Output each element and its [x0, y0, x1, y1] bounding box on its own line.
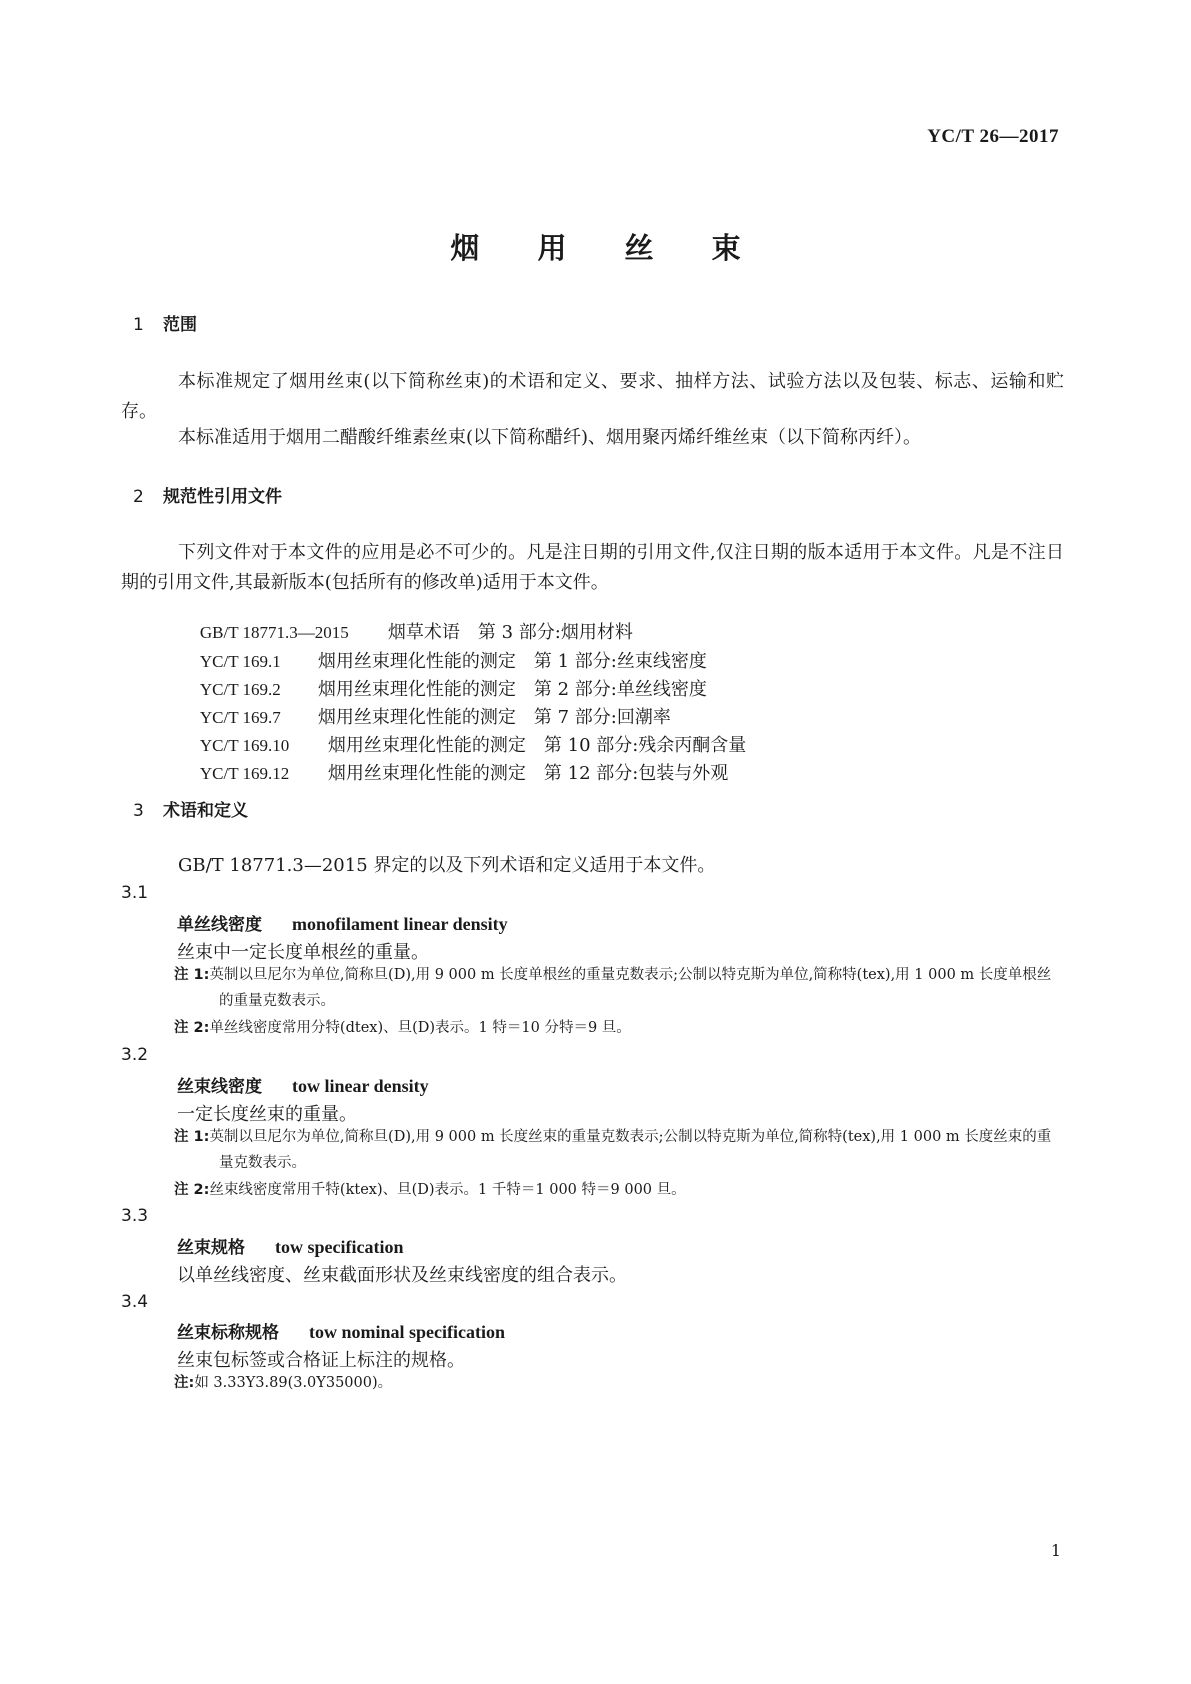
- term-english: tow linear density: [292, 1076, 429, 1096]
- reference-code: YC/T 169.12: [199, 764, 290, 783]
- term-entry: [177, 1072, 429, 1097]
- reference-title: 烟草术语 第 3 部分:烟用材料: [387, 622, 633, 643]
- note-label: 注 2:: [174, 1020, 210, 1036]
- paragraph: 本标准规定了烟用丝束(以下简称丝束)的术语和定义、要求、抽样方法、试验方法以及包装、标志、运输和贮存。: [121, 371, 1064, 422]
- note-text: 英制以旦尼尔为单位,简称旦(D),用 9 000 m 长度单根丝的重量克数表示;公制以特克斯为单位,简称特(tex),用 1 000 m 长度单根丝的重量克数表示。: [209, 967, 1052, 1009]
- subsection-number: 3.2: [121, 1045, 149, 1065]
- term-entry: [177, 1233, 403, 1258]
- note: [174, 962, 1064, 1014]
- term-chinese: 单丝线密度: [177, 915, 262, 935]
- term-chinese: 丝束标称规格: [177, 1323, 279, 1343]
- term-entry: [177, 910, 508, 935]
- note-label: 注:: [174, 1375, 195, 1391]
- note-text: 丝束线密度常用千特(ktex)、旦(D)表示。1 千特＝1 000 特＝9 000 旦。: [209, 1182, 686, 1198]
- note-label: 注 1:: [174, 1129, 210, 1145]
- term-definition: 以单丝线密度、丝束截面形状及丝束线密度的组合表示。: [177, 1265, 627, 1286]
- standard-code: YC/T 26—2017: [927, 126, 1059, 147]
- term-entry: [177, 1318, 505, 1343]
- term-definition: 丝束包标签或合格证上标注的规格。: [177, 1350, 465, 1371]
- page-number: 1: [1050, 1541, 1061, 1560]
- reference-code: YC/T 169.10: [199, 736, 290, 755]
- subsection-number: 3.3: [121, 1206, 149, 1226]
- section-title: 规范性引用文件: [163, 487, 282, 507]
- note: [174, 1177, 1064, 1203]
- reference-code: YC/T 169.1: [199, 652, 281, 671]
- term-chinese: 丝束规格: [177, 1238, 245, 1258]
- reference-title: 烟用丝束理化性能的测定 第 1 部分:丝束线密度: [317, 651, 707, 672]
- paragraph: GB/T 18771.3—2015 界定的以及下列术语和定义适用于本文件。: [178, 855, 716, 876]
- note: [174, 1124, 1064, 1176]
- note-label: 注 2:: [174, 1182, 210, 1198]
- note-label: 注 1:: [174, 967, 210, 983]
- reference-title: 烟用丝束理化性能的测定 第 2 部分:单丝线密度: [317, 679, 707, 700]
- note: [174, 1015, 1064, 1041]
- note-text: 单丝线密度常用分特(dtex)、旦(D)表示。1 特＝10 分特＝9 旦。: [209, 1020, 631, 1036]
- paragraph: 本标准适用于烟用二醋酸纤维素丝束(以下简称醋纤)、烟用聚丙烯纤维丝束（以下简称丙纤）。: [178, 427, 922, 448]
- paragraph: 下列文件对于本文件的应用是必不可少的。凡是注日期的引用文件,仅注日期的版本适用于本文件。凡是不注日期的引用文件,其最新版本(包括所有的修改单)适用于本文件。: [121, 542, 1064, 593]
- term-english: tow nominal specification: [309, 1322, 505, 1342]
- section-number: 2: [133, 487, 144, 507]
- reference-title: 烟用丝束理化性能的测定 第 7 部分:回潮率: [317, 707, 671, 728]
- term-chinese: 丝束线密度: [177, 1077, 262, 1097]
- reference-code: YC/T 169.7: [199, 708, 281, 727]
- section-title: 术语和定义: [163, 801, 248, 821]
- reference-title: 烟用丝束理化性能的测定 第 10 部分:残余丙酮含量: [327, 735, 747, 756]
- reference-code: GB/T 18771.3—2015: [199, 623, 349, 642]
- section-3-heading: [133, 796, 248, 821]
- subsection-number: 3.1: [121, 883, 149, 903]
- section-number: 3: [133, 801, 144, 821]
- note: [174, 1370, 1064, 1396]
- section-number: 1: [133, 315, 144, 335]
- document-title: 烟 用 丝 束: [450, 231, 765, 265]
- note-text: 如 3.33Y3.89(3.0Y35000)。: [194, 1375, 393, 1391]
- note-text: 英制以旦尼尔为单位,简称旦(D),用 9 000 m 长度丝束的重量克数表示;公制以特克斯为单位,简称特(tex),用 1 000 m 长度丝束的重量克数表示。: [209, 1129, 1052, 1171]
- reference-item: [177, 738, 728, 806]
- reference-code: YC/T 169.2: [199, 680, 281, 699]
- subsection-number: 3.4: [121, 1292, 149, 1312]
- reference-title: 烟用丝束理化性能的测定 第 12 部分:包装与外观: [327, 763, 729, 784]
- term-definition: 丝束中一定长度单根丝的重量。: [177, 942, 429, 963]
- term-english: tow specification: [275, 1237, 404, 1257]
- section-2-heading: [133, 482, 282, 507]
- term-english: monofilament linear density: [292, 914, 508, 934]
- section-title: 范围: [163, 315, 197, 335]
- section-1-heading: [133, 310, 197, 335]
- term-definition: 一定长度丝束的重量。: [177, 1104, 357, 1125]
